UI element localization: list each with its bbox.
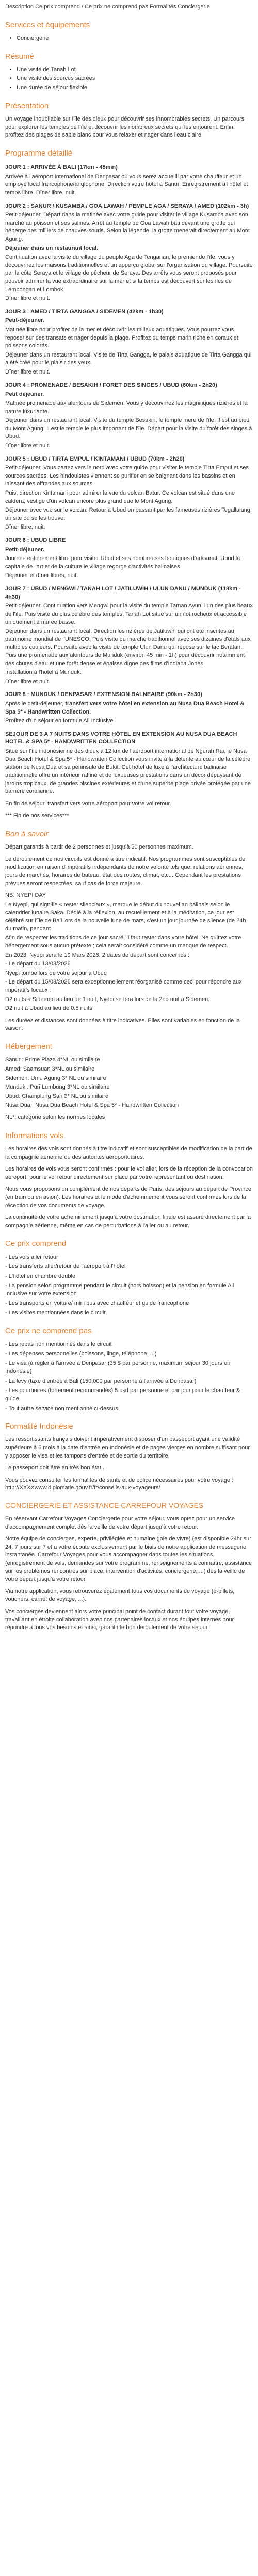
bon-savoir-text: Le Nyepi, qui signifie « rester silencieux », marque le début du nouvel an balinais selon le calendrier lunaire Saka. Dédié à la réflexion, au recueillement et à la méditation, ce jour est célébré sur l'île de Bali lors de la nouvelle lune de mars, c'est un jour journée de silence (de 24h du matin, pendant	[5, 901, 246, 932]
prix-comprend-list	[5, 1253, 253, 1317]
day-text: Dîner libre, nuit.	[5, 524, 45, 531]
end-of-services: *** Fin de nos services***	[5, 812, 69, 819]
day-text: Déjeuner dans un restaurant local. Visite de Tirta Gangga, le palais aquatique de Tirta Gangga qui a été créé pour le plaisir des yeux.	[5, 351, 252, 366]
infos-vols-title: Informations vols	[5, 1131, 64, 1140]
day-text: Continuation avec la visite du village du peuple Aga de Tenganan, le premier de l'île, vous y découvrirez les maisons traditionnelles et un apperçu global sur l'organisation du village. Poursuite par la côte Seraya et le village de pêcheur de Seraya. Des arrêts vous seront proposés pour pouvoir admirer la vue extraordinaire sur la mer et si la temps est découvert sur les îles de Lembongan et Lombok.	[5, 254, 253, 293]
day-text: Installation à l'hôtel à Munduk.	[5, 669, 82, 676]
page-description: Description Ce prix comprend / Ce prix ne comprend pas Formalités Conciergerie	[5, 4, 210, 10]
bon-savoir-text: D2 nuits à Sidemen au lieu de 1 nuit, Nyepi se fera lors de la 2nd nuit à Sidemen.	[5, 996, 210, 1003]
prix-ne-comprend-list	[5, 1341, 253, 1413]
day-block	[5, 731, 253, 820]
day-text	[5, 700, 253, 716]
hotel-line: Amed: Saamsuan 3*NL ou similaire	[5, 1065, 95, 1072]
infos-vols-text: La continuité de votre acheminement jusqu'à votre destination finale est assuré directement par la compagnie aérienne, même en cas de perturbations à l'aller ou au retour.	[5, 1214, 251, 1229]
day-block	[5, 537, 253, 580]
day-text: Matinée promenade aux alentours de Sidemen. Vous y découvrirez les magnifiques rizières et la nature luxuriante.	[5, 400, 248, 415]
day-text: Dîner libre et nuit.	[5, 442, 50, 449]
price-item: - Les repas non mentionnés dans le circuit	[5, 1341, 112, 1348]
price-item: - Les vols aller retour	[5, 1253, 58, 1260]
day-block	[5, 455, 253, 532]
price-item: - Les transferts aller/retour de l'aéroport à l'hôtel	[5, 1263, 126, 1270]
price-item: - Les transports en voiture/ mini bus avec chauffeur et guide francophone	[5, 1300, 189, 1307]
hotel-line: Ubud: Champlung Sari 3* NL ou similaire	[5, 1093, 109, 1099]
day-title: JOUR 3 : AMED / TIRTA GANGGA / SIDEMEN (42km - 1h30)	[5, 308, 164, 315]
bon-savoir-text: Les durées et distances sont données à titre indicatives. Elles sont variables en fonction de la saison.	[5, 1017, 240, 1032]
price-item: - Les pourboires (fortement recommandés) 5 usd par personne et par jour pour le chauffeur & guide	[5, 1387, 240, 1402]
day-title: JOUR 2 : SANUR / KUSAMBA / GOA LAWAH / PEMPLE AGA / SERAYA / AMED (102km - 3h)	[5, 202, 249, 209]
day-text: Matinée libre pour profiter de la mer et découvrir les milieux aquatiques. Vous pourrez vous reposer sur des transats et nager depuis la plage. Profitez du temps marin riche en coraux et poissons colorés.	[5, 327, 238, 349]
hotel-line: Sanur : Prime Plaza 4*NL ou similaire	[5, 1057, 100, 1063]
conciergerie-text: Notre équipe de concierges, experte, privilégiée et humaine (joie de vivre) (est disponible 24hr sur 24, 7 jours sur 7 et a votre écoute exclusivement par le biais de notre application de messagerie instantanée. Carrefour Voyages pour vous accompagner dans toutes les situations (enregistrement de vols, demandes sur votre programme, renseignements à connaître, assistance sur les problèmes rencontrés sur place, intervention d'activités, conciergerie, ...) dès la veille de votre départ jusqu'à votre retour.	[5, 1536, 252, 1583]
price-item: - Les visites mentionnées dans le circuit	[5, 1310, 106, 1316]
bon-savoir-text: Le déroulement de nos circuits est donné à titre indicatif. Nos programmes sont susceptibles de modification en raison d'impératifs indépendants de notre volonté tels que: relations aériennes, jours de marchés, horaires de bateau, état des routes, climat, etc... Cependant les prestations prévues seront respectées, sauf cas de force majeure.	[5, 856, 246, 887]
day-block	[5, 164, 253, 197]
day-text: En fin de séjour, transfert vers votre aéroport pour votre vol retour.	[5, 800, 171, 807]
programme-title: Programme détaillé	[5, 148, 73, 158]
price-item: - Le visa (à régler à l'arrivée à Denpasar (35 $ par personne, maximum séjour 30 jours en Indonésie)	[5, 1360, 231, 1375]
bon-savoir-text: Afin de respecter les traditions de ce jour sacré, il faut rester dans votre hôtel. Ne quittez votre hébergement sous aucun prétexte ; cela serait considéré comme un manque de respect.	[5, 935, 241, 949]
resume-item: • Une durée de séjour flexible	[17, 84, 253, 92]
day-text: Déjeuner dans un restaurant local. Visite du temple Besakih, le temple mère de l'île. Il est au pied du Mont Agung. Il est le temple le plus important de l'île. Départ pour la visite du forêt des singes à Ubud.	[5, 417, 252, 440]
day-title: JOUR 8 : MUNDUK / DENPASAR / EXTENSION BALNEAIRE (90km - 2h30)	[5, 691, 202, 698]
day-text: Déjeuner dans un restaurant local.	[5, 245, 99, 251]
price-item: - L'hôtel en chambre double	[5, 1273, 76, 1279]
formalite-title: Formalité Indonésie	[5, 1422, 73, 1431]
day-title: JOUR 7 : UBUD / MENGWI / TANAH LOT / JATILUWIH / ULUN DANU / MUNDUK (118km - 4h30)	[5, 586, 241, 600]
day-text: Déjeuner avec vue sur le volcan. Retour à Ubud en passant par les fameuses rizières Tegallalang, un site où se les trouve.	[5, 507, 252, 521]
day-title: JOUR 4 : PROMENADE / BESAKIH / FORET DES SINGES / UBUD (60km - 2h20)	[5, 382, 217, 388]
day-title: JOUR 6 : UBUD LIBRE	[5, 537, 66, 544]
bon-savoir-text: - Le départ du 15/03/2026 sera exceptionnellement réorganisé comme ceci pour répondre aux impératifs locaux :	[5, 979, 242, 993]
prix-ne-comprend-title: Ce prix ne comprend pas	[5, 1326, 92, 1335]
bon-savoir-text: D2 nuit à Ubud au lieu de 0.5 nuits	[5, 1005, 92, 1012]
day-text: Dîner libre et nuit.	[5, 678, 50, 685]
day-title: JOUR 5 : UBUD / TIRTA EMPUL / KINTAMANI / UBUD (70km - 2h20)	[5, 455, 185, 462]
bon-savoir-text: Nyepi tombe lors de votre séjour à Ubud	[5, 970, 107, 976]
hebergement-title: Hébergement	[5, 1042, 52, 1052]
resume-title: Résumé	[5, 52, 34, 61]
conciergerie-text: En réservant Carrefour Voyages Conciergerie pour votre séjour, vous optez pour un service d'accompagnement complet dès la veille de votre départ jusqu'à votre retour.	[5, 1515, 235, 1530]
day-text: Déjeuner et dîner libres, nuit.	[5, 572, 78, 579]
infos-vols-text: Les horaires des vols sont donnés à titre indicatif et sont susceptibles de modification de la part de la compagnie aérienne ou des autorités aéroportuaires.	[5, 1145, 252, 1160]
presentation-title: Présentation	[5, 101, 49, 110]
day-text-pre: Après le petit-déjeuner,	[5, 701, 66, 707]
bon-savoir-title: Bon à savoir	[5, 829, 49, 838]
resume-item: • Une visite de Tanah Lot	[17, 66, 253, 74]
formalite-link-text[interactable]: Vous pouvez consulter les formalités de santé et de police nécessaires pour votre voyage : http://XXXXwww.diplomatie.gouv.fr/fr/conseils-aux-voyageurs/	[5, 1477, 234, 1492]
day-text: Arrivée à l'aéroport International de Denpasar où vous serez accueilli par votre chauffeur et un employé local francophone/anglophone. Direction votre hôtel à Sanur. Enregistrement à l'hôtel et temps libre. Dîner libre, nuit.	[5, 173, 248, 196]
price-item: - La levy (taxe d'entrée à Bali (150.000 par personne à l'arrivée à Denpasar)	[5, 1378, 197, 1384]
day-text: Puis, direction Kintamani pour admirer la vue du volcan Batur. Ce volcan est situé dans une caldera, vestige d'un volcan encore plus grand que le Mont Agung.	[5, 490, 235, 504]
formalite-text: Les ressortissants français doivent impérativement disposer d'un passeport ayant une validité supérieure à 6 mois à la date d'entrée en Indonésie et de pages vierges en nombre suffisant pour y apposer le visa et les tampons d'entrée et de sortie du territoire.	[5, 1436, 250, 1459]
hebergement-list	[5, 1056, 253, 1110]
conciergerie-title: CONCIERGERIE ET ASSISTANCE CARREFOUR VOYAGES	[5, 1501, 204, 1510]
bon-savoir-text: En 2023, Nyepi sera le 19 Mars 2026. 2 dates de départ sont concernés :	[5, 952, 190, 958]
services-title: Services et équipements	[5, 20, 90, 29]
day-text: Profitez d'un séjour en formule All Inclusive.	[5, 718, 115, 724]
services-item: • Conciergerie	[17, 35, 253, 43]
day-text: Petit-déjeuner.	[5, 546, 44, 553]
conciergerie-text: Via notre application, vous retrouverez également tous vos documents de voyage (e-billets, vouchers, carnet de voyage, ...).	[5, 1588, 235, 1603]
day-text: Situé sur l'île indonésienne des dieux à 12 km de l'aéroport international de Ngurah Rai, le Nusa Dua Beach Hotel & Spa 5* - Handwritten Collection vous invite à la détente au cœur de la célèbre station de Nusa Dua et sa péninsule de Bukit. Cet hôtel de luxe à l'architecture balinaise traditionnelle offre un intérieur raffiné et de luxueuses prestations dans un décor dépaysant de jardins tropicaux, de grandes piscines extérieures et d'une superbe plage privée protégée par une barrière coralienne.	[5, 748, 251, 795]
day-text-bold: transfert vers votre hôtel en extension au Nusa Dua Beach Hotel & Spa 5* - Handwritten Collection.	[5, 701, 245, 715]
resume-list	[5, 66, 253, 92]
day-text: Journée entièrement libre pour visiter Ubud et ses nombreuses boutiques d'artisanat. Ubud la capitale de l'art et de la culture le village regorge d'activités balinaises.	[5, 555, 240, 570]
day-text: Petit-déjeuner. Départ dans la matinée avec votre guide pour visiter le village Kusamba avec son marché au poisson et ses salines. Arrêt au temple de Goa Lawah bâti devant une grotte qui héberge des milliers de chauves-souris. Selon la légende, la grotte menerait directement au Mont Agung.	[5, 212, 250, 242]
day-block	[5, 691, 253, 725]
day-text: Petit-déjeuner. Continuation vers Mengwi pour la visite du temple Taman Ayun, l'un des plus beaux de l'île. Puis visite du plus célèbre des temples, Tanah Lot situé sur un îlot rocheux et accessible uniquement à marée basse.	[5, 603, 253, 625]
bon-savoir-intro: Départ garantis à partir de 2 personnes et jusqu'à 50 personnes maximum.	[5, 844, 194, 851]
services-list	[5, 35, 253, 43]
day-title: JOUR 1 : ARRIVÉE À BALI (17km - 45min)	[5, 164, 118, 171]
hebergement-note: NL*: catégorie selon les normes locales	[5, 1114, 105, 1121]
conciergerie-text: Vos conciergés deviennent alors votre principal point de contact durant tout votre voyage, travaillant en étroite collaboration avec nos partenaires locaux et nos équipes internes pour répondre à tous vos besoins et ainsi, garantir le bon déroulement de votre séjour.	[5, 1608, 234, 1631]
price-item: - Tout autre service non mentionné ci-dessus	[5, 1405, 118, 1412]
day-text: Dîner libre et nuit.	[5, 295, 50, 302]
day-text: Petit-déjeuner.	[5, 317, 44, 324]
bon-savoir-text: NB: NYEPI DAY	[5, 892, 46, 899]
day-text: Déjeuner dans un restaurant local. Direction les rizières de Jatiluwih qui ont été inscrites au patrimoine mondial de l'UNESCO. Puis visite du marché traditionnel avec ses dizaines d'étals aux multiples couleurs. Poursuite avec la visite de temple Ulun Danu qui repose sur le lac Beratan. Puis une promenade aux alentours de Munduk (environ 45 min - 1h) pour découvrir notamment des chutes d'eau et une forêt dense et épaisse digne des films d'Indiana Jones.	[5, 628, 251, 667]
day-block	[5, 202, 253, 303]
presentation-text: Un voyage inoubliable sur l'île des dieux pour découvrir ses innombrables secrets. Un parcours pour explorer les temples de l'île et découvrir les nombreux secrets qui les entourent. Enfin, profitez des plages de sable blanc pour vous relaxer et nager dans l'eau claire.	[5, 115, 245, 139]
hotel-line: Munduk : Puri Lumbung 3*NL ou similaire	[5, 1084, 110, 1091]
hotel-line: Nusa Dua : Nusa Dua Beach Hotel & Spa 5* - Handwritten Collection	[5, 1102, 179, 1109]
day-block	[5, 308, 253, 377]
day-text: Petit-déjeuner. Vous partez vers le nord avec votre guide pour visiter le temple Tirta Empul et ses sources sacrées. Les hindouistes viennent se purifier en se baignant dans les bassins et en laissant des offrandes aux sources.	[5, 465, 249, 487]
resume-item: • Une visite des sources sacrées	[17, 75, 253, 83]
price-item: - La pension selon programme pendant le circuit (hors boisson) et la pension en formule All Inclusive sur votre extension	[5, 1282, 234, 1297]
infos-vols-text: Les horaires de vols vous seront confirmés : pour le vol aller, lors de la réception de la convocation aéroport, pour le vol retour directement sur place par votre représentant ou destination.	[5, 1166, 253, 1180]
hotel-line: Sidemen: Umu Agung 3* NL ou similaire	[5, 1075, 106, 1081]
day-text: Petit déjeuner.	[5, 391, 44, 398]
day-block	[5, 382, 253, 450]
day-title: SEJOUR DE 3 A 7 NUITS DANS VOTRE HÔTEL EN EXTENSION AU NUSA DUA BEACH HOTEL & SPA 5* - HANDWRITTEN COLLECTION	[5, 731, 237, 745]
day-text: Dîner libre et nuit.	[5, 369, 50, 376]
bon-savoir-text: - Le départ du 13/03/2026	[5, 961, 71, 968]
price-item: - Les dépenses personnelles (boissons, linge, téléphone, ...)	[5, 1350, 157, 1357]
prix-comprend-title: Ce prix comprend	[5, 1239, 67, 1248]
nyepi-block	[5, 892, 253, 1013]
infos-vols-text: Nous vous proposons un complément de nos départs de Paris, des séjours au départ de Province (en train ou en avion). Les horaires et le mode d'acheminement vous seront confirmés lors de la réception de vos documents de voyage.	[5, 1186, 251, 1209]
day-block	[5, 585, 253, 686]
formalite-text: Le passeport doit être en très bon état .	[5, 1465, 105, 1471]
